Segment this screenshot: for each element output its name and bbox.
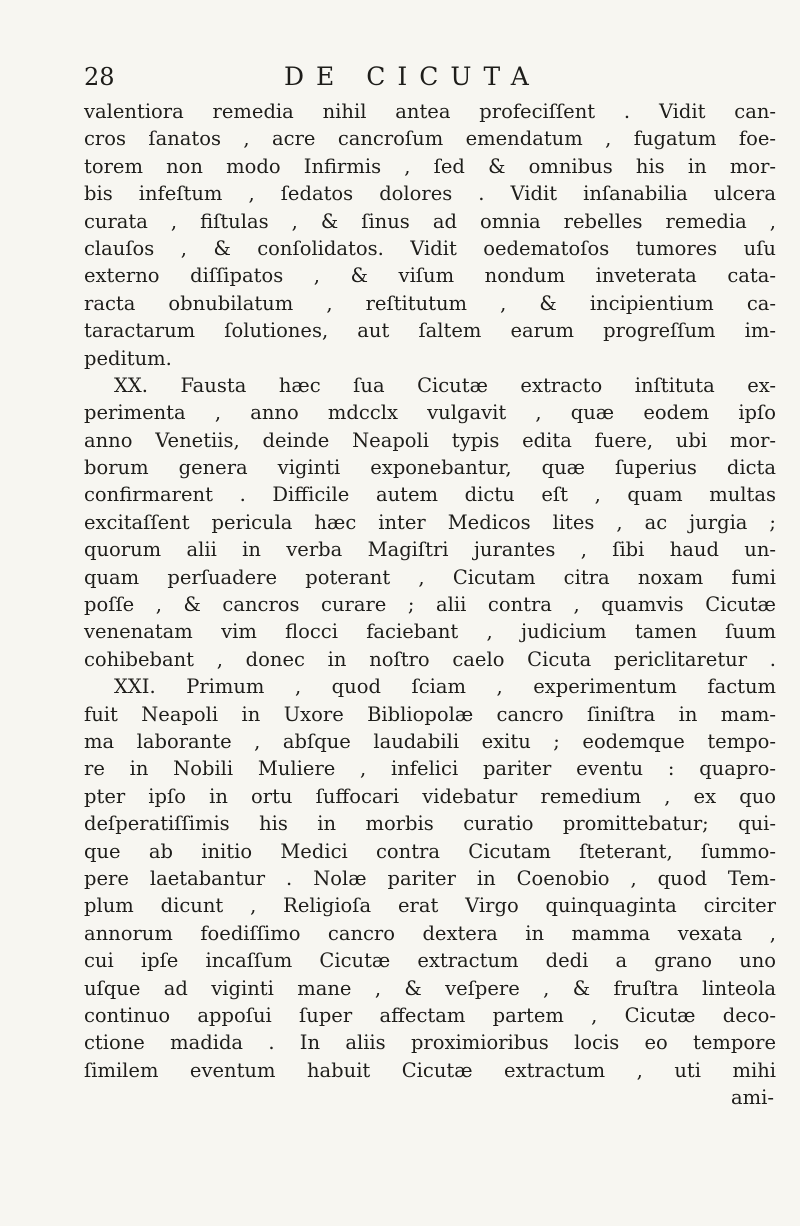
text-line: anno Venetiis, deinde Neapoli typis edita fuere, ubi mor- <box>84 428 776 452</box>
page-header <box>84 62 774 96</box>
running-title: DE CICUTA <box>284 62 541 91</box>
text-line: uſque ad viginti mane , & veſpere , & fruſtra linteola <box>84 976 776 1000</box>
text-line: pter ipſo in ortu ſuffocari videbatur remedium , ex quo <box>84 784 776 808</box>
text-line: confirmarent . Difficile autem dictu eſt , quam multas <box>84 483 776 507</box>
text-line: re in Nobili Muliere , infelici pariter eventu : quapro- <box>84 757 776 781</box>
text-line: borum genera viginti exponebantur, quæ ſuperius dicta <box>84 456 776 480</box>
text-line: venenatam vim flocci faciebant , judicium tamen ſuum <box>84 620 776 644</box>
text-line: bis infeſtum , ſedatos dolores . Vidit inſanabilia ulcera <box>84 182 776 206</box>
text-line: annorum foediſſimo cancro dextera in mamma vexata , <box>84 921 776 945</box>
text-line: ctione madida . In aliis proximioribus locis eo tempore <box>84 1031 776 1055</box>
text-line: valentiora remedia nihil antea profeciſſent . Vidit can- <box>84 100 776 123</box>
text-line: taractarum ſolutiones, aut ſaltem earum progreſſum im- <box>84 319 776 343</box>
text-line: deſperatiſſimis his in morbis curatio promittebatur; qui- <box>84 812 776 836</box>
text-line: perimenta , anno mdcclx vulgavit , quæ eodem ipſo <box>84 401 776 425</box>
text-line: poſſe , & cancros curare ; alii contra , quamvis Cicutæ <box>84 593 776 617</box>
text-line: clauſos , & conſolidatos. Vidit oedematoſos tumores uſu <box>84 236 776 260</box>
text-line: plum dicunt , Religioſa erat Virgo quinquaginta circiter <box>84 894 776 918</box>
text-line: que ab initio Medici contra Cicutam ſteterant, ſummo- <box>84 839 776 863</box>
text-line: pere laetabantur . Nolæ pariter in Coenobio , quod Tem- <box>84 866 776 890</box>
paragraph-start-xxi: XXI. Primum , quod ſciam , experimentum factum <box>114 675 776 699</box>
text-line: cohibebant , donec in noſtro caelo Cicuta periclitaretur . <box>84 647 776 671</box>
body-text <box>84 98 776 1111</box>
page-number: 28 <box>84 63 115 91</box>
catchword: ami- <box>731 1086 774 1110</box>
text-line: excitaſſent pericula hæc inter Medicos lites , ac jurgia ; <box>84 510 776 534</box>
text-line: externo diſſipatos , & viſum nondum inveterata cata- <box>84 264 776 288</box>
text-line: curata , fiſtulas , & ſinus ad omnia rebelles remedia , <box>84 209 776 233</box>
text-line: racta obnubilatum , reſtitutum , & incipientium ca- <box>84 291 776 315</box>
text-line: ma laborante , abſque laudabili exitu ; eodemque tempo- <box>84 729 776 753</box>
text-line: fuit Neapoli in Uxore Bibliopolæ cancro ſiniſtra in mam- <box>84 702 776 726</box>
text-line: torem non modo Infirmis , ſed & omnibus his in mor- <box>84 154 776 178</box>
text-line: cui ipſe incaſſum Cicutæ extractum dedi a grano uno <box>84 949 776 973</box>
text-line: ſimilem eventum habuit Cicutæ extractum , uti mihi <box>84 1058 776 1082</box>
text-line: continuo appoſui ſuper affectam partem , Cicutæ deco- <box>84 1003 776 1027</box>
text-line: peditum. <box>84 346 172 370</box>
text-line: cros ſanatos , acre cancroſum emendatum , fugatum foe- <box>84 127 776 151</box>
text-line: quorum alii in verba Magiſtri jurantes , ſibi haud un- <box>84 538 776 562</box>
paragraph-start-xx: XX. Fausta hæc ſua Cicutæ extracto inſtituta ex- <box>114 373 776 397</box>
text-line: quam perſuadere poterant , Cicutam citra noxam fumi <box>84 565 776 589</box>
